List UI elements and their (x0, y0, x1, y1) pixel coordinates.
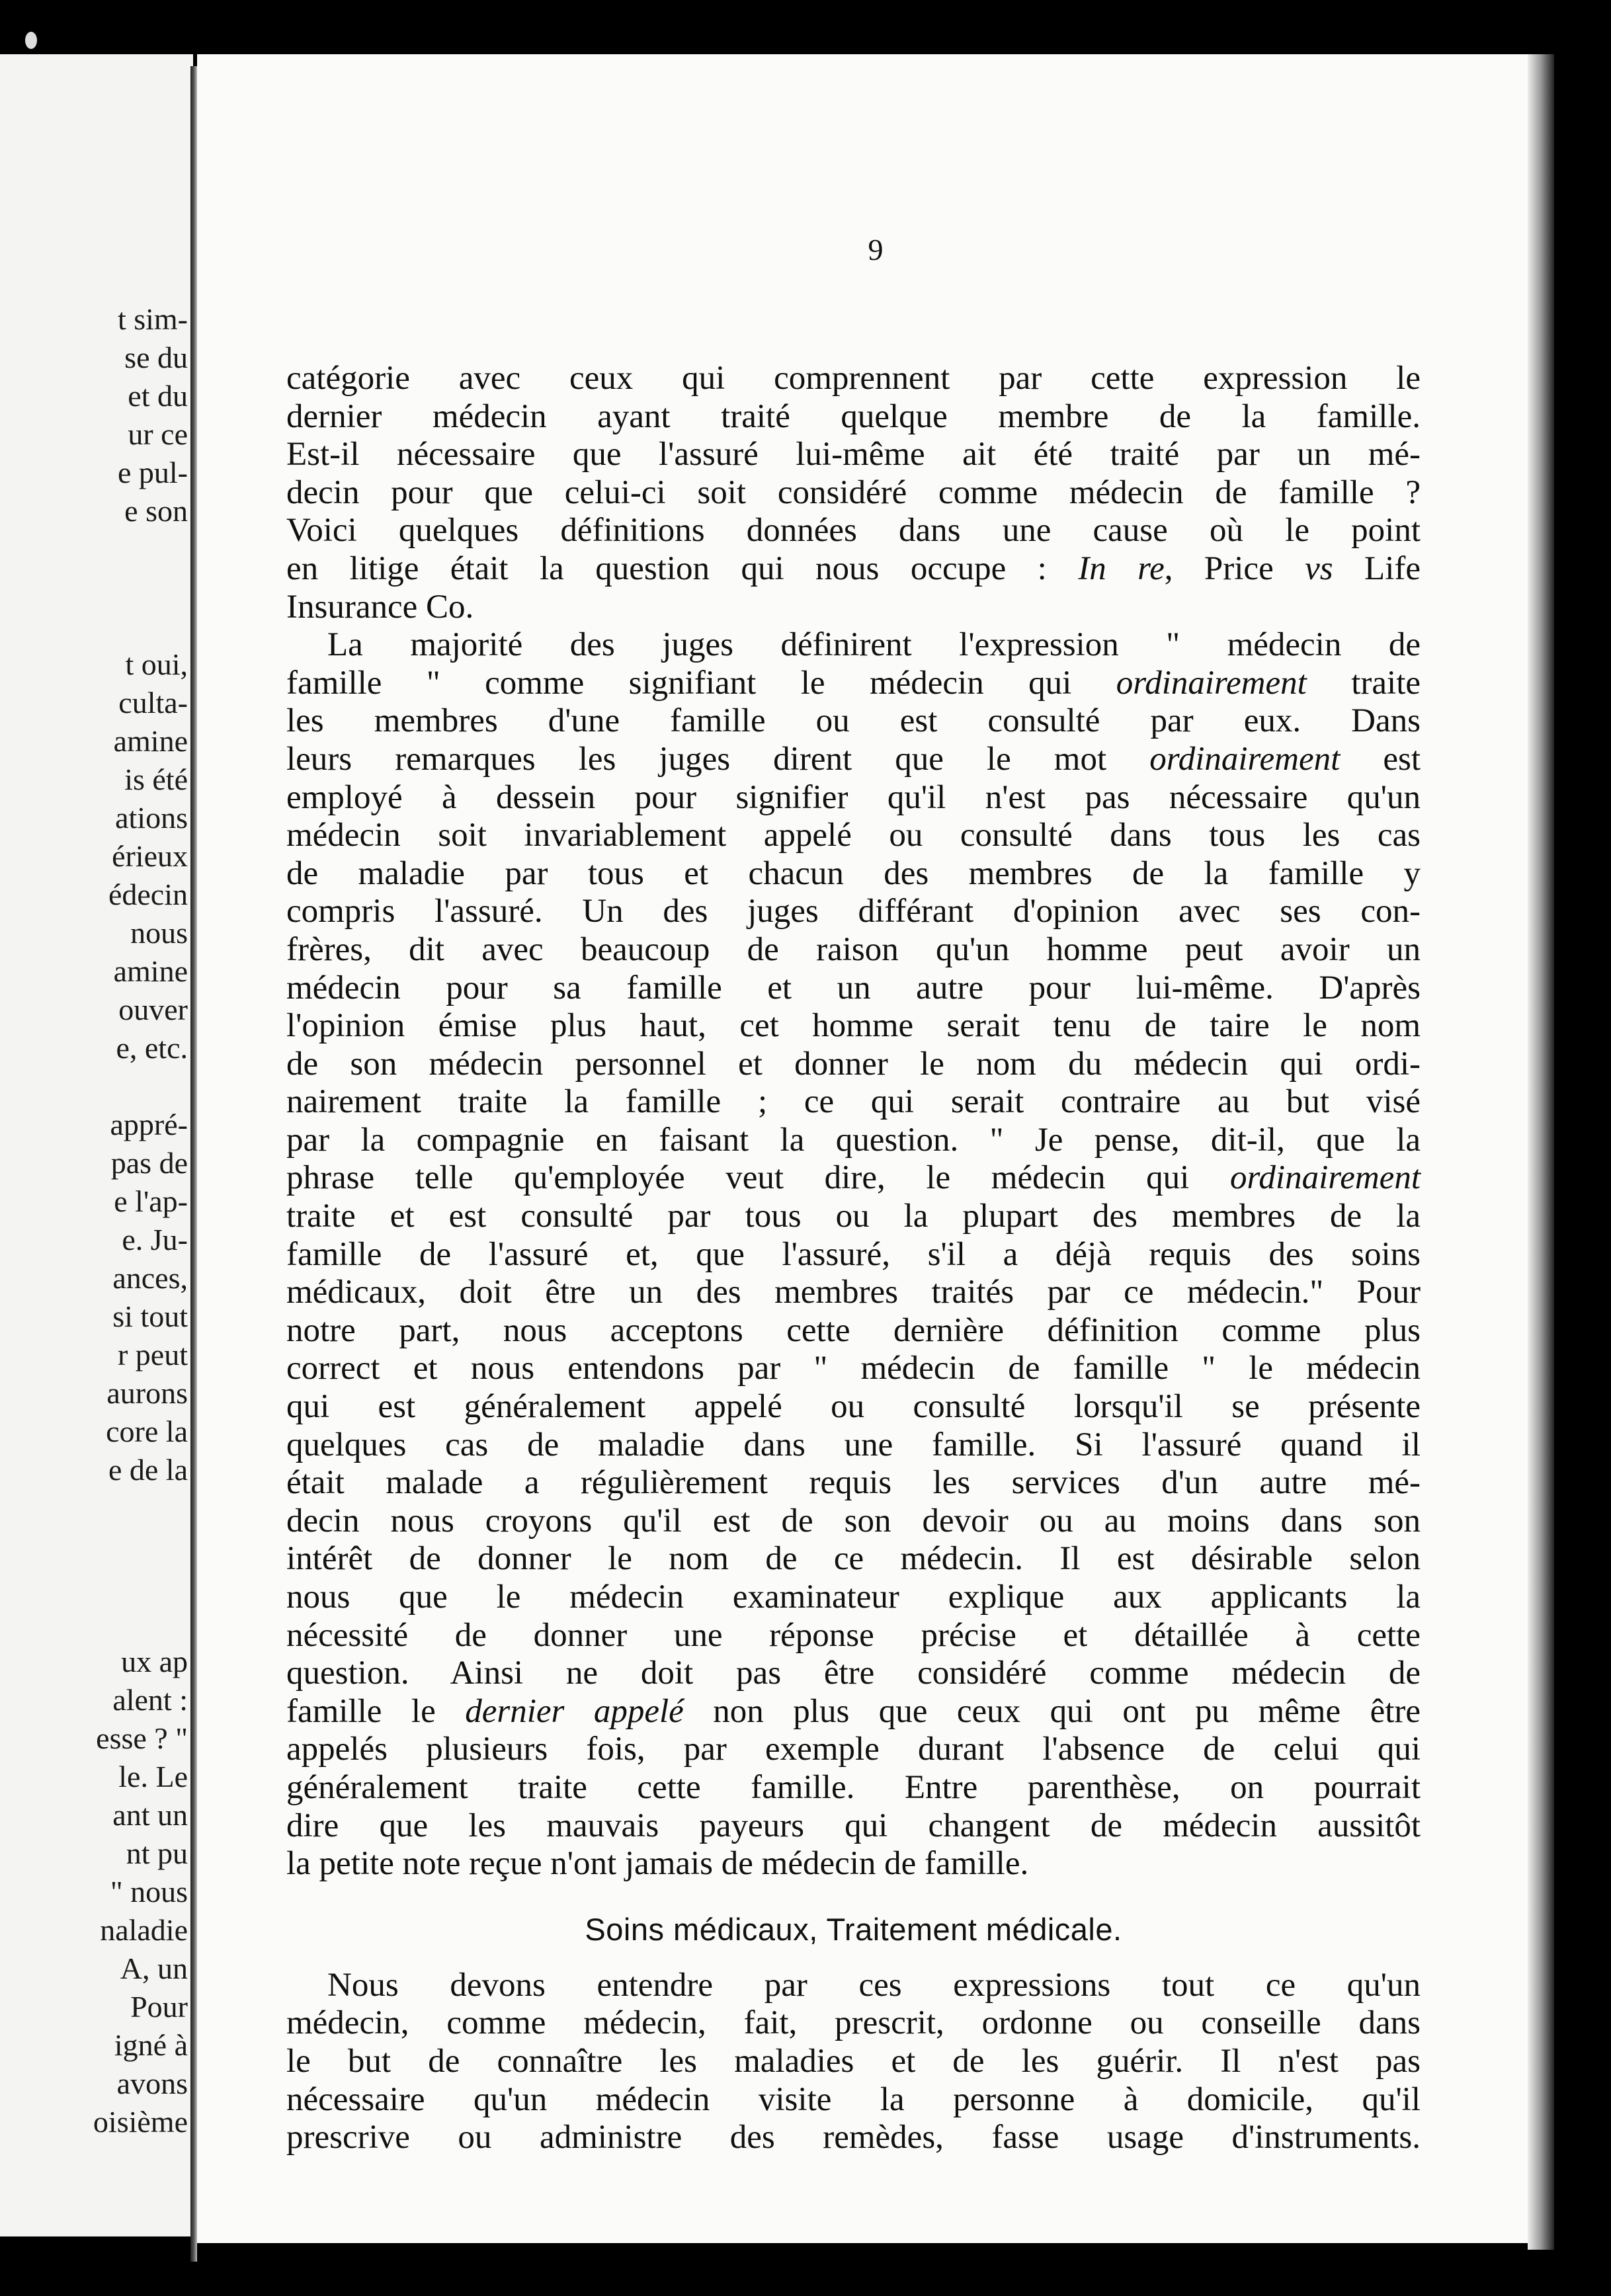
text-line: compris l'assuré. Un des juges différant d'opinion avec ses con- (286, 893, 1421, 930)
previous-page-line: le. Le (118, 1760, 188, 1793)
previous-page-line: avons (116, 2067, 188, 2100)
text-line: famille le dernier appelé non plus que ceux qui ont pu même être (286, 1692, 1421, 1730)
previous-page-line: et du (128, 379, 188, 413)
previous-page-line: oisième (93, 2105, 188, 2139)
previous-page-line: aurons (106, 1376, 188, 1410)
text-line: nécessaire qu'un médecin visite la personne à domicile, qu'il (286, 2080, 1421, 2118)
text-line: de maladie par tous et chacun des membres de la famille y (286, 854, 1421, 892)
text-line: Voici quelques définitions données dans une cause où le point (286, 512, 1421, 550)
text-line: famille de l'assuré et, que l'assuré, s'il a déjà requis des soins (286, 1235, 1421, 1273)
text-line: Est-il nécessaire que l'assuré lui-même ait été traité par un mé- (286, 436, 1421, 473)
previous-page-line (3, 530, 188, 569)
previous-page-line: alent : (112, 1683, 188, 1717)
text-line: leurs remarques les juges dirent que le mot ordinairement est (286, 740, 1421, 778)
text-line: dire que les mauvais payeurs qui changent de médecin aussitôt (286, 1807, 1421, 1844)
previous-page-line: t oui, (125, 647, 188, 681)
previous-page-line: core la (106, 1414, 188, 1448)
previous-page-line: A, un (120, 1951, 188, 1985)
previous-page-line: r peut (117, 1338, 188, 1372)
previous-page-line: Pour (130, 1990, 188, 2024)
text-line: de son médecin personnel et donner le nom du médecin qui ordi- (286, 1045, 1421, 1083)
text-line: quelques cas de maladie dans une famille. Si l'assuré quand il (286, 1426, 1421, 1463)
previous-page-line: ances, (112, 1261, 188, 1295)
previous-page-line (3, 569, 188, 607)
text-line: l'opinion émise plus haut, cet homme serait tenu de taire le nom (286, 1007, 1421, 1045)
text-line: nous que le médecin examinateur explique aux applicants la (286, 1578, 1421, 1616)
text-line: correct et nous entendons par " médecin de famille " le médecin (286, 1350, 1421, 1387)
text-line: question. Ainsi ne doit pas être considéré comme médecin de (286, 1655, 1421, 1692)
text-line: La majorité des juges définirent l'expression " médecin de (327, 626, 1421, 664)
text-line: catégorie avec ceux qui comprennent par cette expression le (286, 360, 1421, 397)
text-line: traite et est consulté par tous ou la plupart des membres de la (286, 1198, 1421, 1235)
text-line: prescrive ou administre des remèdes, fasse usage d'instruments. (286, 2119, 1421, 2156)
previous-page-line (3, 1489, 188, 1528)
text-line: notre part, nous acceptons cette dernière définition comme plus (286, 1311, 1421, 1349)
previous-page-line: e de la (108, 1453, 188, 1487)
previous-page-line: e l'ap- (114, 1184, 188, 1218)
text-line: généralement traite cette famille. Entre parenthèse, on pourrait (286, 1768, 1421, 1806)
previous-page-line: ouver (118, 993, 188, 1026)
paragraph-2 (286, 626, 1421, 1883)
text-line: la petite note reçue n'ont jamais de médecin de famille. (286, 1845, 1029, 1883)
previous-page-line: e son (124, 494, 188, 528)
previous-page-line: e, etc. (116, 1031, 188, 1065)
text-line: nécessité de donner une réponse précise et détaillée à cette (286, 1616, 1421, 1654)
previous-page-line: ux ap (121, 1645, 188, 1678)
previous-page-line: culta- (118, 686, 188, 719)
scan-speck (25, 32, 37, 49)
text-line: phrase telle qu'employée veut dire, le médecin qui ordinairement (286, 1159, 1421, 1197)
page-number: 9 (868, 233, 884, 266)
previous-page-text-column (3, 300, 188, 2141)
text-line: qui est généralement appelé ou consulté lorsqu'il se présente (286, 1388, 1421, 1426)
previous-page-line: nous (130, 916, 188, 950)
previous-page-line: amine (113, 724, 188, 758)
previous-page-line: " nous (110, 1875, 188, 1908)
previous-page-line: igné à (114, 2028, 188, 2062)
previous-page-line: édecin (108, 878, 188, 911)
previous-page-line: nt pu (126, 1836, 188, 1870)
page-edge-shadow (1528, 54, 1554, 2250)
previous-page-line (3, 1067, 188, 1106)
previous-page-line: amine (113, 954, 188, 988)
current-page (197, 54, 1554, 2243)
text-line: par la compagnie en faisant la question. " Je pense, dit-il, que la (286, 1121, 1421, 1159)
paragraph-3 (286, 1967, 1421, 2157)
book-spine-shadow (190, 66, 197, 2262)
previous-page-line (3, 1566, 188, 1604)
previous-page-line: se du (124, 341, 188, 374)
previous-page-line: ur ce (128, 417, 188, 451)
previous-page-fragment (0, 54, 193, 2236)
previous-page-line (3, 1528, 188, 1566)
previous-page-line: ations (115, 801, 188, 835)
previous-page-line: e. Ju- (122, 1223, 188, 1256)
previous-page-line: esse ? " (96, 1721, 188, 1755)
text-line: le but de connaître les maladies et de les guérir. Il n'est pas (286, 2042, 1421, 2080)
previous-page-line: naladie (100, 1913, 188, 1947)
previous-page-line: si tout (112, 1299, 188, 1333)
text-line: decin pour que celui-ci soit considéré comme médecin de famille ? (286, 473, 1421, 511)
text-line: médecin pour sa famille et un autre pour lui-même. D'après (286, 969, 1421, 1006)
text-line: Nous devons entendre par ces expressions tout ce qu'un (327, 1966, 1421, 2004)
text-line: en litige était la question qui nous occupe : In re, Price vs Life (286, 550, 1421, 587)
text-line: médecin soit invariablement appelé ou consulté dans tous les cas (286, 817, 1421, 854)
previous-page-line (3, 607, 188, 645)
text-line: les membres d'une famille ou est consulté par eux. Dans (286, 702, 1421, 740)
text-line: était malade a régulièrement requis les services d'un autre mé- (286, 1464, 1421, 1502)
paragraph-1 (286, 360, 1421, 626)
previous-page-line: érieux (112, 839, 188, 873)
text-line: employé à dessein pour signifier qu'il n'est pas nécessaire qu'un (286, 778, 1421, 816)
previous-page-line: pas de (110, 1146, 188, 1180)
text-line: famille " comme signifiant le médecin qui ordinairement traite (286, 664, 1421, 702)
text-line: frères, dit avec beaucoup de raison qu'un homme peut avoir un (286, 930, 1421, 968)
page-body (286, 360, 1421, 2157)
text-line: appelés plusieurs fois, par exemple durant l'absence de celui qui (286, 1731, 1421, 1768)
previous-page-line: t sim- (117, 302, 188, 336)
previous-page-line: ant un (112, 1798, 188, 1832)
text-line: médecin, comme médecin, fait, prescrit, ordonne ou conseille dans (286, 2004, 1421, 2042)
previous-page-line: is été (124, 762, 188, 796)
previous-page-line: e pul- (117, 456, 188, 489)
previous-page-line: appré- (110, 1108, 188, 1141)
text-line: médicaux, doit être un des membres traités par ce médecin." Pour (286, 1274, 1421, 1311)
text-line: nairement traite la famille ; ce qui serait contraire au but visé (286, 1083, 1421, 1121)
section-heading: Soins médicaux, Traitement médicale. (585, 1911, 1122, 1947)
text-line: decin nous croyons qu'il est de son devoir ou au moins dans son (286, 1502, 1421, 1539)
text-line: Insurance Co. (286, 588, 474, 626)
text-line: intérêt de donner le nom de ce médecin. Il est désirable selon (286, 1540, 1421, 1578)
text-line: dernier médecin ayant traité quelque membre de la famille. (286, 397, 1421, 435)
previous-page-line (3, 1604, 188, 1643)
